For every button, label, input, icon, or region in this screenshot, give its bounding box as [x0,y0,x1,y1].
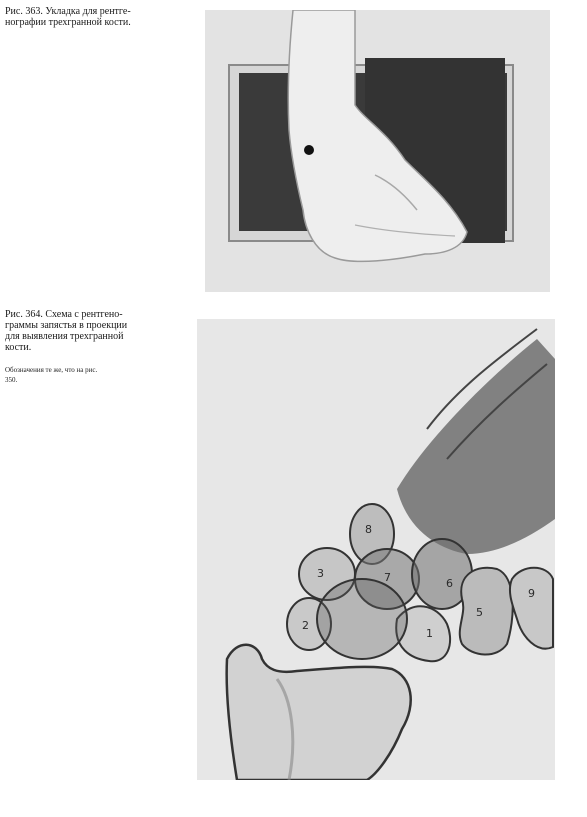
label-3: 3 [317,567,324,580]
label-6: 6 [446,577,453,590]
figure-364-note: Обозначения те же, что на рис. 350. [5,366,98,384]
label-2: 2 [302,619,309,632]
label-1: 1 [426,627,433,640]
label-8: 8 [365,523,372,536]
label-5: 5 [476,606,483,619]
bone-5 [460,568,513,655]
figure-364-caption: Рис. 364. Схема с рентгено-граммы запястья в проекции для выявления трехгранной кости. [5,309,128,353]
figure-364-radiograph [197,319,555,780]
figure-363-caption: Рис. 363. Укладка для рентге-нографии трехгранной кости. [5,6,131,28]
label-9: 9 [528,587,535,600]
figure-363-photo [205,10,550,292]
hand-positioning-photo [205,10,550,292]
marker-dot [304,145,314,155]
wrist-radiograph-diagram [197,319,555,780]
label-7: 7 [384,571,391,584]
